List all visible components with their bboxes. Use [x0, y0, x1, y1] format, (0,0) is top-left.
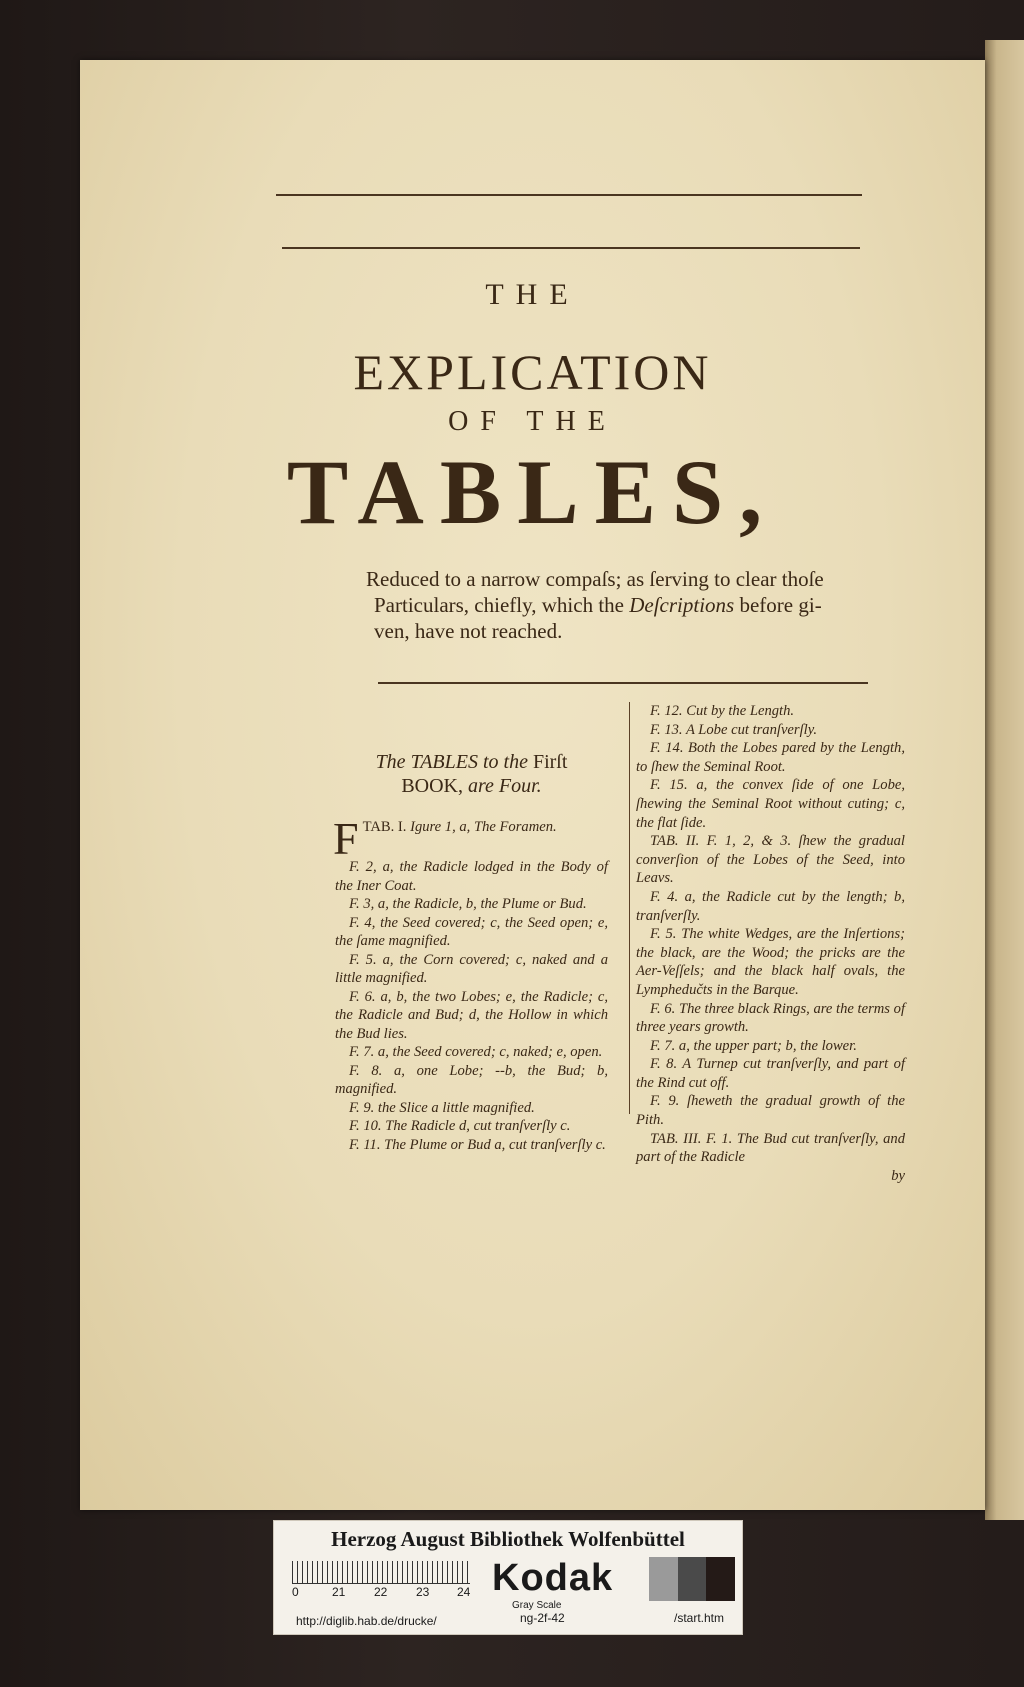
figure-entry: TAB. III. F. 1. The Bud cut tranſverſly, and part of the Radicle — [636, 1130, 905, 1166]
ruler-label: 21 — [332, 1585, 346, 1599]
book-page — [80, 60, 985, 1510]
kodak-logo: Kodak — [492, 1557, 614, 1599]
ruler-label: 23 — [416, 1585, 430, 1599]
drop-cap: F — [333, 813, 359, 864]
top-rule — [276, 194, 862, 196]
figure-entry: F. 6. a, b, the two Lobes; e, the Radicle; c, the Radicle and Bud; d, the Hollow in which the Bud lies. — [335, 988, 608, 1042]
catchword: by — [891, 1167, 905, 1184]
left-entries-list — [335, 858, 608, 1154]
figure-entry: F. 3, a, the Radicle, b, the Plume or Bud. — [349, 896, 587, 912]
second-rule — [282, 247, 860, 249]
gray-swatch — [706, 1557, 735, 1601]
library-name: Herzog August Bibliothek Wolfenbüttel — [331, 1527, 685, 1551]
subtitle — [366, 566, 906, 644]
book-heading: The TABLES to the Firſt BOOK, are Four. — [375, 751, 568, 797]
figure-entry: F. 15. a, the convex ſide of one Lobe, ſhewing the Seminal Root without cuting; c, the flat ſide. — [636, 777, 905, 831]
figure-entry: F. 4. a, the Radicle cut by the length; b, tranſverſly. — [636, 888, 905, 924]
ruler-label: 0 — [292, 1585, 299, 1599]
section-rule — [378, 682, 868, 684]
gray-scale-label: Gray Scale — [512, 1600, 562, 1611]
figure-entry: F. 9. ſheweth the gradual growth of the Pith. — [636, 1093, 905, 1129]
title-tables: TABLES, — [286, 441, 779, 543]
figure-entry: F. 5. a, the Corn covered; c, naked and a little magnified. — [335, 951, 608, 986]
figure-entry: F. 13. A Lobe cut tranſverſly. — [650, 721, 818, 738]
subtitle-line: Particulars, chiefly, which the Deſcriptions before gi- — [374, 593, 822, 617]
subtitle-line: ven, have not reached. — [374, 619, 563, 643]
figure-entry: F. 8. A Turnep cut tranſverſly, and part of the Rind cut off. — [636, 1056, 905, 1091]
figure-entry: F. 7. a, the Seed covered; c, naked; e, open. — [349, 1044, 603, 1060]
column-divider — [629, 702, 630, 1114]
gray-scale-bars — [649, 1557, 735, 1601]
right-column — [636, 702, 905, 1185]
left-column — [335, 750, 608, 1154]
title-explication: EXPLICATION — [353, 344, 712, 400]
ruler-label: 22 — [374, 1585, 388, 1599]
figure-entry: F. 14. Both the Lobes pared by the Length, to ſhew the Seminal Root. — [636, 740, 905, 775]
figure-entry: F. 11. The Plume or Bud a, cut tranſverſly c. — [349, 1136, 606, 1153]
ruler-label: 24 — [457, 1585, 471, 1599]
tab-1-entry: TAB. I. F Igure 1, a, The Foramen. — [333, 813, 557, 864]
subtitle-line: Reduced to a narrow compaſs; as ſerving to clear thoſe — [366, 567, 824, 591]
title-of-the: OF THE — [448, 406, 617, 437]
gray-swatch — [678, 1557, 707, 1601]
start-path: /start.htm — [674, 1611, 725, 1625]
library-url: http://diglib.hab.de/drucke/ — [296, 1614, 437, 1628]
gray-swatch — [649, 1557, 678, 1601]
figure-entry: F. 2, a, the Radicle lodged in the Body of the Iner Coat. — [335, 859, 608, 894]
ruler-scale — [292, 1561, 470, 1584]
figure-entry: F. 6. The three black Rings, are the terms of three years growth. — [636, 1000, 905, 1036]
right-entries-list — [636, 702, 905, 1167]
figure-entry: TAB. II. F. 1, 2, & 3. ſhew the gradual converſion of the Lobes of the Seed, into Leavs. — [636, 833, 905, 887]
next-page-edge — [985, 40, 1024, 1520]
figure-entry: F. 12. Cut by the Length. — [650, 703, 795, 719]
figure-entry: F. 5. The white Wedges, are the Inſertions; the black, are the Wood; the pricks are the Aer-Veſſels; and the black half ovals, the Lymphedučts in the Barque. — [636, 926, 905, 998]
figure-entry: F. 8. a, one Lobe; --b, the Bud; b, magnified. — [335, 1062, 608, 1097]
figure-entry: F. 9. the Slice a little magnified. — [349, 1099, 535, 1116]
figure-entry: F. 10. The Radicle d, cut tranſverſly c. — [349, 1118, 571, 1134]
title-the: THE — [485, 278, 580, 311]
figure-entry: F. 7. a, the upper part; b, the lower. — [650, 1037, 857, 1054]
figure-entry: F. 4, the Seed covered; c, the Seed open; e, the ſame magnified. — [335, 914, 608, 949]
library-stamp — [273, 1520, 743, 1635]
shelf-code: ng-2f-42 — [520, 1611, 565, 1625]
